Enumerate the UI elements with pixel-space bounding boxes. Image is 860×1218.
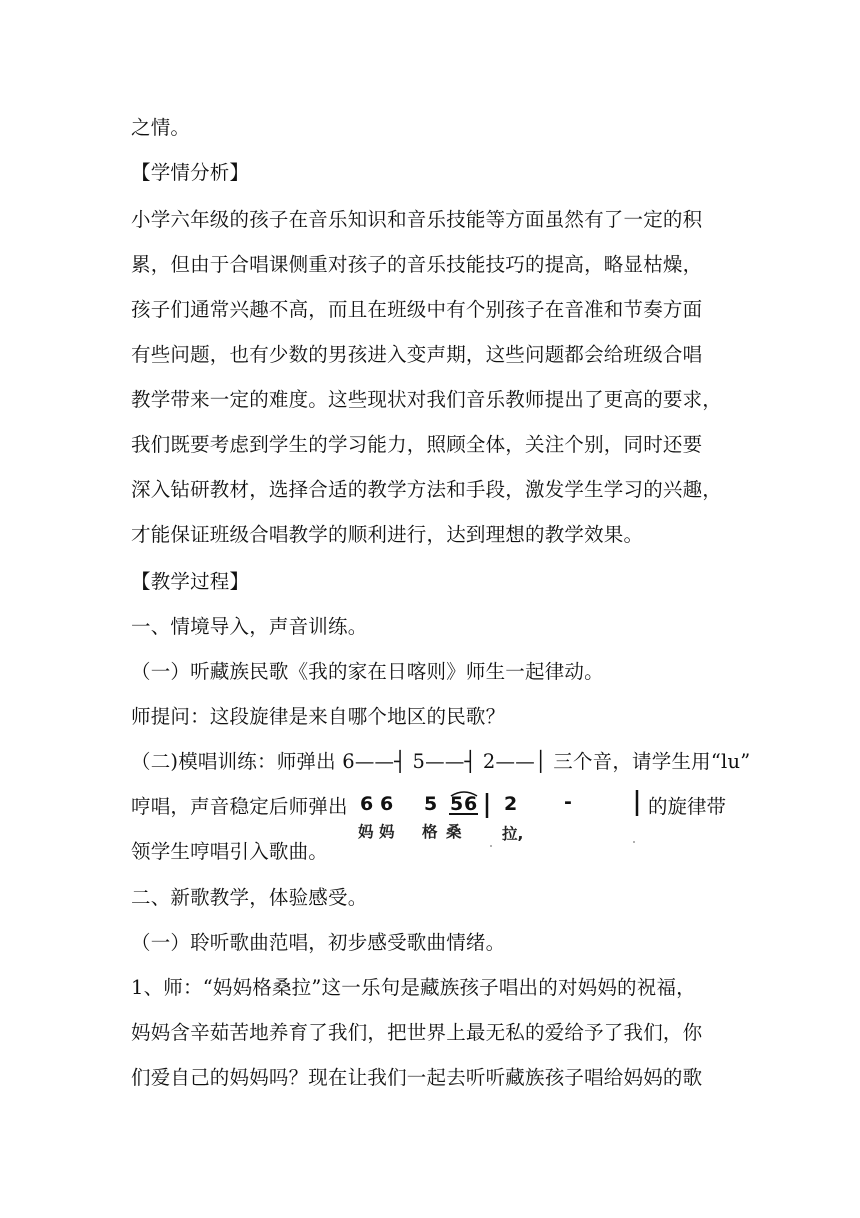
text-line-5: 孩子们通常兴趣不高，而且在班级中有个别孩子在音准和节奏方面 — [131, 298, 703, 321]
text-line-3: 小学六年级的孩子在音乐知识和音乐技能等方面虽然有了一定的积 — [131, 208, 703, 231]
text-line-1: 之情。 — [131, 116, 191, 139]
text-line-18: 二、新歌教学，体验感受。 — [131, 886, 368, 909]
text-line-21: 妈妈含辛茹苦地养育了我们，把世界上最无私的爱给予了我们，你 — [131, 1021, 703, 1044]
text-line-8: 我们既要考虑到学生的学习能力，照顾全体，关注个别，同时还要 — [131, 433, 703, 456]
text-line-4: 累，但由于合唱课侧重对孩子的音乐技能技巧的提高，略显枯燥， — [131, 253, 703, 276]
lyric-ma1: 妈 — [358, 823, 374, 841]
text-after-notation: 的旋律带 — [648, 795, 727, 818]
text-line-22: 们爱自己的妈妈吗？现在让我们一起去听听藏族孩子唱给妈妈的歌 — [131, 1066, 703, 1089]
note-2: 2 — [504, 793, 518, 815]
note-5a: 5 — [424, 793, 438, 815]
lyric-ma2: 妈 — [379, 823, 395, 841]
text-line-17: 领学生哼唱引入歌曲。 — [131, 840, 329, 863]
text-line-10: 才能保证班级合唱教学的顺利进行，达到理想的教学效果。 — [131, 523, 644, 546]
note-5b: 5 — [450, 793, 464, 815]
text-line-13: （一）听藏族民歌《我的家在日喀则》师生一起律动。 — [131, 660, 604, 683]
note-6a: 6 — [360, 793, 374, 815]
text-line-14: 师提问：这段旋律是来自哪个地区的民歌？ — [131, 705, 506, 728]
dash-mark: - — [564, 791, 572, 813]
text-line-9: 深入钻研教材，选择合适的教学方法和手段，激发学生学习的兴趣， — [131, 478, 723, 501]
text-line-6: 有些问题，也有少数的男孩进入变声期，这些问题都会给班级合唱 — [131, 343, 703, 366]
note-6c: 6 — [464, 793, 478, 815]
lyric-sang: 桑 — [446, 823, 462, 841]
text-line-15: （二)模唱训练：师弹出 6——┤ 5——┤ 2——│ 三个音，请学生用“lu” — [131, 750, 751, 773]
text-line-16: 哼唱，声音稳定后师弹出 — [131, 795, 348, 818]
text-line-12: 一、情境导入，声音训练。 — [131, 615, 368, 638]
text-line-7: 教学带来一定的难度。这些现状对我们音乐教师提出了更高的要求， — [131, 388, 723, 411]
text-line-20: 1、师：“妈妈格桑拉”这一乐句是藏族孩子唱出的对妈妈的祝福， — [131, 976, 696, 999]
lyric-la: 拉, — [502, 825, 524, 843]
lyric-ge: 格 — [422, 823, 438, 841]
section-heading-teaching-process: 【教学过程】 — [131, 570, 250, 593]
note-6b: 6 — [380, 793, 394, 815]
text-line-19: （一）聆听歌曲范唱，初步感受歌曲情绪。 — [131, 931, 506, 954]
section-heading-student-analysis: 【学情分析】 — [131, 161, 250, 184]
